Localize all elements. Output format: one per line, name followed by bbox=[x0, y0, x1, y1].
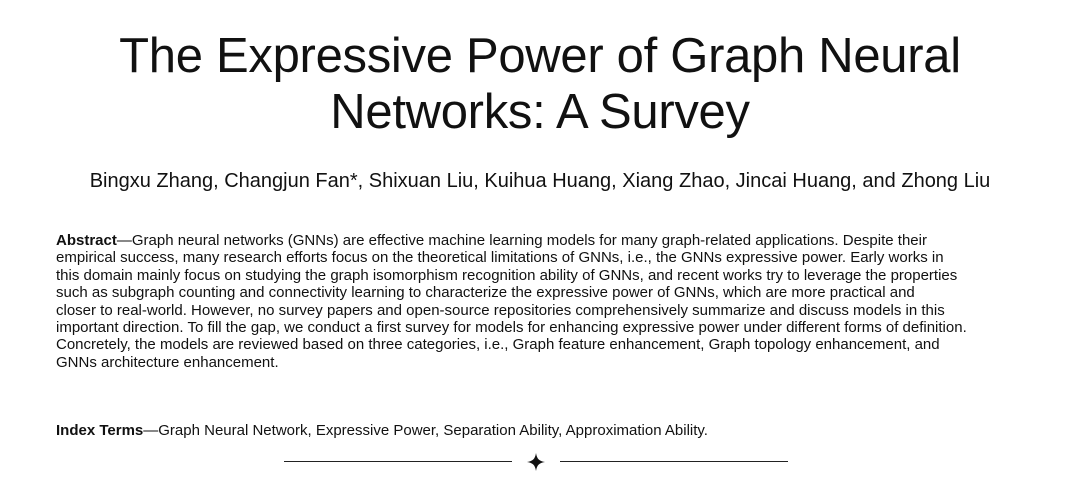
abstract-line: empirical success, many research efforts focus on the theoretical limitations of GNNs, i.e., the GNNs expressive power. Early works in bbox=[56, 249, 944, 267]
abstract-line: such as subgraph counting and connectivity learning to characterize the expressive power of GNNs, which are more practical and bbox=[56, 284, 915, 302]
title-line-1: The Expressive Power of Graph Neural bbox=[119, 29, 961, 83]
abstract-line bbox=[56, 232, 1016, 249]
abstract-line: closer to real-world. However, no survey papers and open-source repositories comprehensively summarize and discuss models in this bbox=[56, 301, 945, 319]
divider-line-left bbox=[284, 461, 512, 462]
paper-title bbox=[60, 28, 1020, 140]
index-terms-text: —Graph Neural Network, Expressive Power, Separation Ability, Approximation Ability. bbox=[143, 422, 708, 439]
abstract-line: important direction. To fill the gap, we conduct a first survey for models for enhancing expressive power under different forms of definition. bbox=[56, 319, 967, 337]
abstract-line: GNNs architecture enhancement. bbox=[56, 353, 279, 371]
author-list: Bingxu Zhang, Changjun Fan*, Shixuan Liu, Kuihua Huang, Xiang Zhao, Jincai Huang, and Zhong Liu bbox=[89, 170, 991, 192]
title-line-2: Networks: A Survey bbox=[330, 85, 750, 139]
four-point-star-icon bbox=[524, 452, 548, 472]
section-divider bbox=[284, 452, 788, 472]
index-terms-label: Index Terms bbox=[56, 422, 144, 439]
abstract-line: this domain mainly focus on studying the graph isomorphism recognition ability of GNNs, and recent works try to leverage the properties bbox=[56, 266, 958, 284]
abstract-label: Abstract bbox=[56, 232, 117, 249]
abstract-line-text: —Graph neural networks (GNNs) are effective machine learning models for many graph-related applications. Despite their bbox=[116, 232, 927, 249]
abstract bbox=[56, 232, 1016, 371]
index-terms bbox=[56, 422, 1016, 440]
abstract-line: Concretely, the models are reviewed based on three categories, i.e., Graph feature enhancement, Graph topology enhancement, and bbox=[56, 336, 940, 354]
divider-line-right bbox=[560, 461, 788, 462]
